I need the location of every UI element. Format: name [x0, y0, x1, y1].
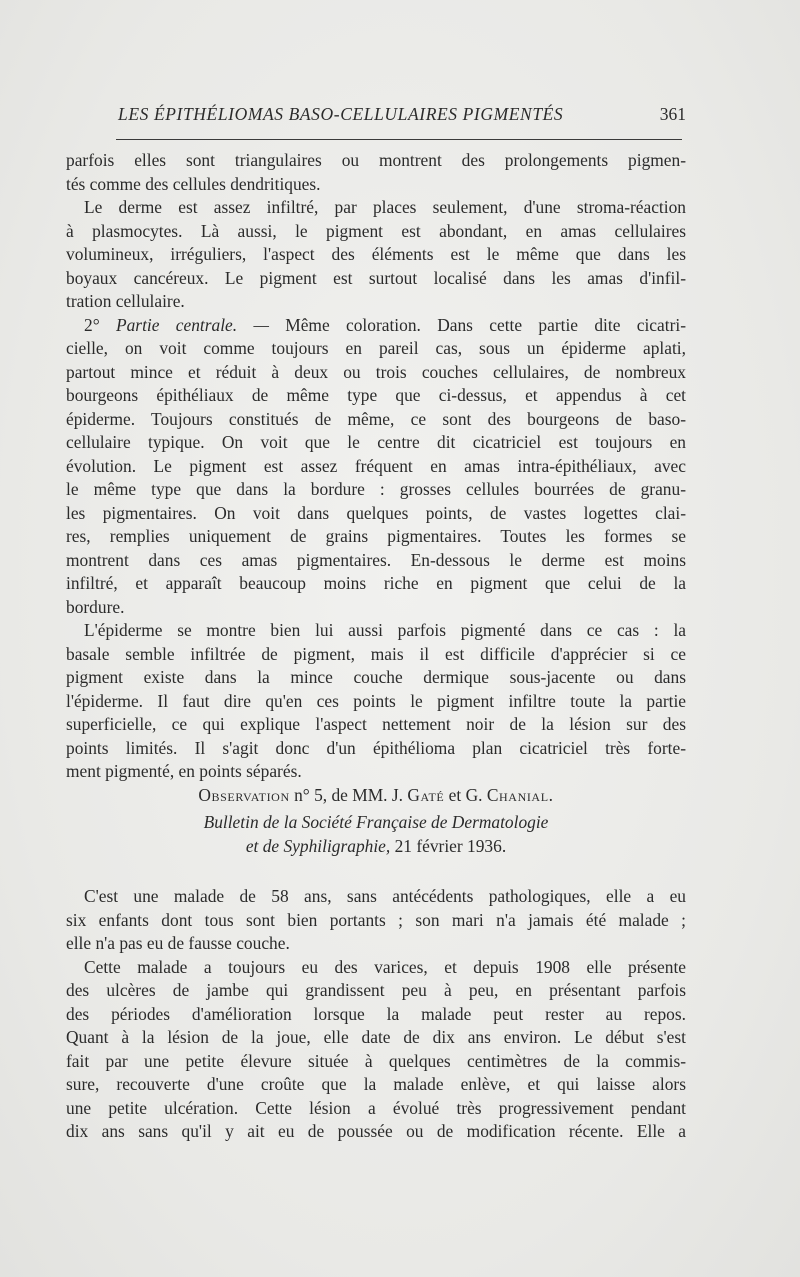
line-text: C'est une malade de 58 ans, sans antécédents pathologiques, elle a eu: [84, 886, 686, 906]
text-line: [66, 525, 686, 549]
line-text: points limités. Il s'agit donc d'un épithélioma plan cicatriciel très forte-: [66, 737, 686, 758]
section-number: 2°: [84, 314, 116, 335]
text-line: [66, 643, 686, 667]
line-text: six enfants dont tous sont bien portants ; son mari n'a jamais été malade ;: [66, 909, 686, 930]
line-text: bourgeons épithéliaux de même type que ci-dessus, et appendus à cet: [66, 385, 686, 405]
line-text: Le derme est assez infiltré, par places seulement, d'une stroma-réaction: [84, 197, 686, 217]
line-text: à plasmocytes. Là aussi, le pigment est abondant, en amas cellulaires: [66, 220, 686, 241]
line-text: boyaux cancéreux. Le pigment est surtout localisé dans les amas d'infil-: [66, 267, 686, 288]
line-text: infiltré, et apparaît beaucoup moins riche en pigment que celui de la: [66, 573, 686, 593]
line-text: une petite ulcération. Cette lésion a évolué très progressivement pendant: [66, 1097, 686, 1118]
text-line: [66, 737, 686, 761]
line-text: L'épiderme se montre bien lui aussi parfois pigmenté dans ce cas : la: [84, 620, 686, 640]
section-title: Partie centrale. —: [115, 314, 286, 335]
line-text: dix ans sans qu'il y ait eu de poussée ou de modification récente. Elle a: [66, 1121, 686, 1141]
text-line: [66, 431, 686, 455]
line-text: montrent dans ces amas pigmentaires. En-dessous le derme est moins: [66, 549, 686, 570]
line-text: cellulaire typique. On voit que le centre dit cicatriciel est toujours en: [66, 432, 686, 452]
line-text: des ulcères de jambe qui grandissent peu à peu, en présentant parfois: [66, 980, 686, 1000]
line-text: Cette malade a toujours eu des varices, et depuis 1908 elle présente: [84, 956, 686, 977]
body-text-top: [66, 149, 686, 784]
line-text: ment pigmenté, en points séparés.: [66, 761, 302, 781]
line-text: pigment existe dans la mince couche dermique sous-jacente ou dans: [66, 667, 686, 687]
text-line: [66, 713, 686, 737]
line-text: le même type que dans la bordure : grosses cellules bourrées de granu-: [66, 479, 686, 499]
text-line: [66, 502, 686, 526]
line-text: superficielle, ce qui explique l'aspect nettement noir de la lésion sur des: [66, 714, 686, 734]
line-text: tés comme des cellules dendritiques.: [66, 173, 321, 194]
author-chanial: Chanial.: [486, 785, 554, 805]
running-title: LES ÉPITHÉLIOMAS BASO-CELLULAIRES PIGMENTÉS: [118, 104, 564, 124]
line-text: parfois elles sont triangulaires ou montrent des prolongements pigmen-: [66, 150, 686, 170]
reference-journal-cont: et de Syphiligraphie,: [245, 835, 391, 856]
text-line: [66, 243, 686, 267]
line-text: évolution. Le pigment est assez fréquent en amas intra-épithéliaux, avec: [66, 455, 686, 476]
text-line: [66, 979, 686, 1003]
observation-reference: [66, 811, 686, 858]
text-line: [66, 1073, 686, 1097]
observation-and: et G.: [448, 785, 483, 805]
line-text: l'épiderme. Il faut dire qu'en ces points le pigment infiltre toute la partie: [66, 690, 686, 711]
text-line: [66, 1120, 686, 1144]
text-line: [66, 149, 686, 173]
text-line: [66, 408, 686, 432]
text-line: [66, 690, 686, 714]
author-gate: Gaté: [407, 785, 445, 805]
text-line: [66, 1026, 686, 1050]
text-line: [66, 572, 686, 596]
line-text: fait par une petite élevure située à quelques centimètres de la commis-: [66, 1050, 686, 1071]
line-text: volumineux, irréguliers, l'aspect des éléments est le même que dans les: [66, 244, 686, 264]
text-line: [66, 290, 686, 314]
header-rule: [116, 139, 682, 140]
observation-number: n° 5,: [294, 785, 328, 805]
line-text: basale semble infiltrée de pigment, mais il est difficile d'apprécier si ce: [66, 643, 686, 664]
text-line: [66, 760, 686, 784]
line-text: sure, recouverte d'une croûte que la malade enlève, et qui laisse alors: [66, 1074, 686, 1094]
observation-label: Observation: [198, 785, 290, 805]
line-text: elle n'a pas eu de fausse couche.: [66, 933, 290, 953]
text-line: [66, 1050, 686, 1074]
text-line: [66, 909, 686, 933]
text-line: [66, 956, 686, 980]
line-text: partout mince et réduit à deux ou trois couches cellulaires, de nombreux: [66, 361, 686, 382]
text-line: [66, 619, 686, 643]
body-text-bottom: [66, 885, 686, 1144]
text-line: [66, 314, 686, 338]
line-text: Quant à la lésion de la joue, elle date de dix ans environ. Le début s'est: [66, 1027, 686, 1047]
line-text: Même coloration. Dans cette partie dite cicatri-: [285, 314, 686, 335]
text-line: [66, 1097, 686, 1121]
observation-heading: [66, 784, 686, 807]
text-line: [66, 267, 686, 291]
text-line: [66, 596, 686, 620]
line-text: tration cellulaire.: [66, 291, 185, 311]
reference-date: 21 février 1936.: [394, 835, 507, 856]
text-line: [66, 478, 686, 502]
text-line: [66, 337, 686, 361]
line-text: res, remplies uniquement de grains pigmentaires. Toutes les formes se: [66, 526, 686, 546]
line-text: cielle, on voit comme toujours en pareil cas, sous un épiderme aplati,: [66, 338, 686, 358]
text-line: [66, 220, 686, 244]
text-line: [66, 666, 686, 690]
text-line: [66, 361, 686, 385]
text-line: [66, 384, 686, 408]
text-line: [66, 196, 686, 220]
page-number: 361: [659, 104, 686, 124]
line-text: les pigmentaires. On voit dans quelques points, de vastes logettes clai-: [66, 502, 686, 523]
text-line: [66, 455, 686, 479]
line-text: épiderme. Toujours constitués de même, ce sont des bourgeons de baso-: [66, 408, 686, 429]
text-line: [66, 885, 686, 909]
line-text: bordure.: [66, 596, 125, 617]
reference-journal: Bulletin de la Société Française de Dermatologie: [203, 812, 549, 832]
line-text: des périodes d'amélioration lorsque la malade peut rester au repos.: [66, 1003, 686, 1024]
text-line: [66, 1003, 686, 1027]
text-line: [66, 549, 686, 573]
text-line: [66, 932, 686, 956]
text-line: [66, 173, 686, 197]
reference-line-2: [66, 835, 686, 859]
observation-authors-prefix: de MM. J.: [331, 785, 403, 805]
